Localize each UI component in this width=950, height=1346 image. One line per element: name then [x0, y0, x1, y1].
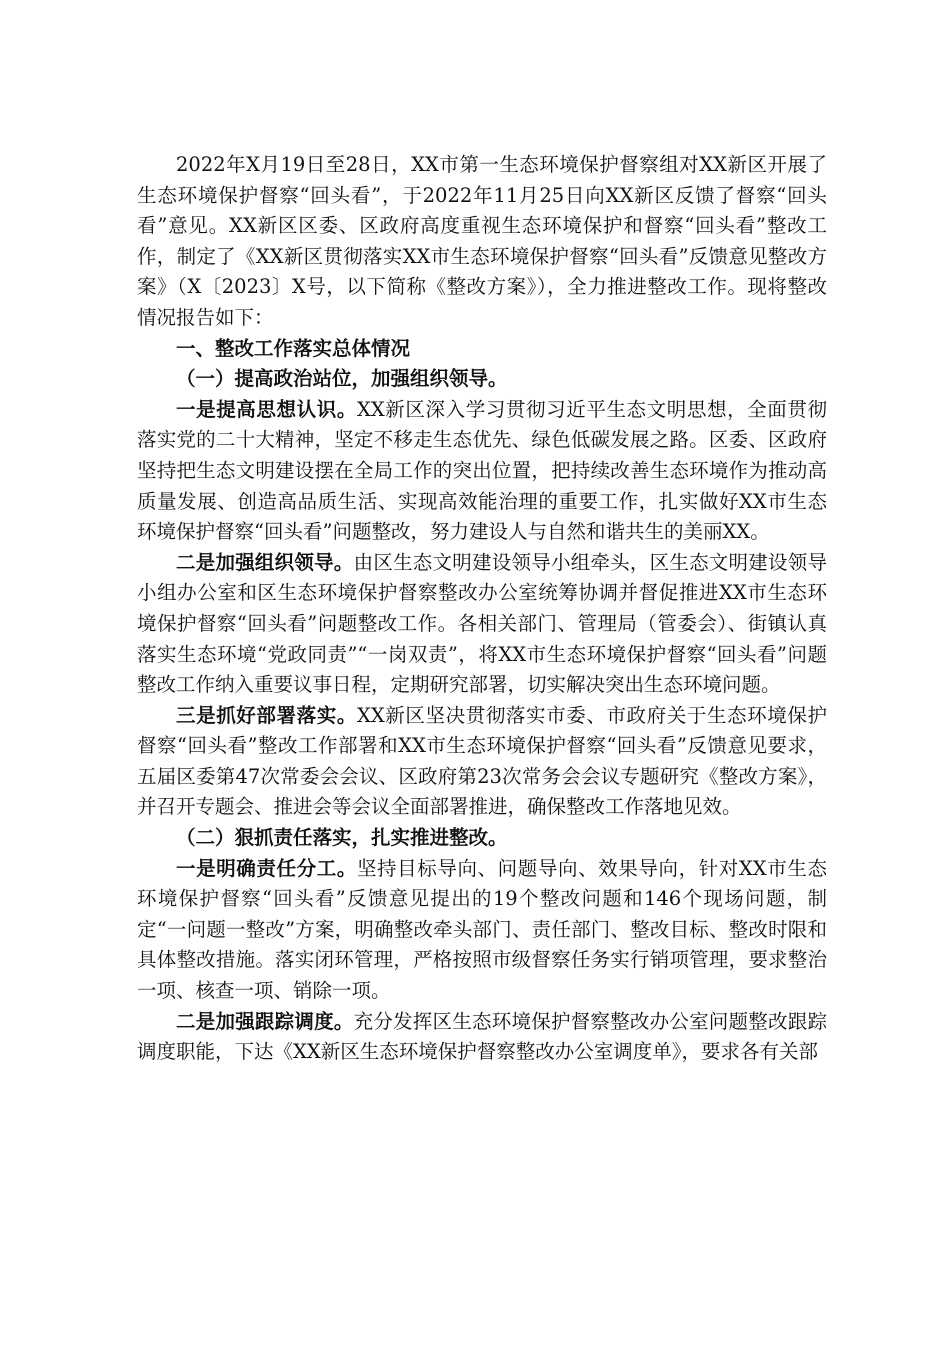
paragraph-4-lead: 一是明确责任分工。 — [176, 856, 357, 880]
paragraph-3-lead: 三是抓好部署落实。 — [176, 703, 357, 727]
paragraph-3 — [137, 701, 827, 823]
paragraph-1 — [137, 395, 827, 548]
paragraph-3-text: XX新区坚决贯彻落实市委、市政府关于生态环境保护督察“回头看”整改工作部署和XX市生态环境保护督察“回头看”反馈意见要求，五届区委第47次常委会会议、区政府第23次常务会会议专题研究《整改方案》，并召开专题会、推进会等会议全面部署推进，确保整改工作落地见效。 — [137, 703, 827, 819]
paragraph-4-text: 坚持目标导向、问题导向、效果导向，针对XX市生态环境保护督察“回头看”反馈意见提出的19个整改问题和146个现场问题，制定“一问题一整改”方案，明确整改牵头部门、责任部门、整改目标、整改时限和具体整改措施。落实闭环管理，严格按照市级督察任务实行销项管理，要求整治一项、核查一项、销除一项。 — [137, 856, 827, 1003]
paragraph-2-lead: 二是加强组织领导。 — [176, 550, 354, 574]
subsection-heading-1: （一）提高政治站位，加强组织领导。 — [176, 367, 508, 391]
subsection-heading-2: （二）狠抓责任落实，扎实推进整改。 — [176, 826, 508, 850]
paragraph-5-lead: 二是加强跟踪调度。 — [176, 1009, 354, 1033]
intro-paragraph: 2022年X月19日至28日，XX市第一生态环境保护督察组对XX新区开展了生态环境保护督察“回头看”，于2022年11月25日向XX新区反馈了督察“回头看”意见。XX新区区委、区政府高度重视生态环境保护和督察“回头看”整改工作，制定了《XX新区贯彻落实XX市生态环境保护督察“回头看”反馈意见整改方案》（X〔2023〕X号，以下简称《整改方案》），全力推进整改工作。现将整改情况报告如下： — [137, 153, 827, 329]
paragraph-1-text: XX新区深入学习贯彻习近平生态文明思想，全面贯彻落实党的二十大精神，坚定不移走生态优先、绿色低碳发展之路。区委、区政府坚持把生态文明建设摆在全局工作的突出位置，把持续改善生态环境作为推动高质量发展、创造高品质生活、实现高效能治理的重要工作，扎实做好XX市生态环境保护督察“回头看”问题整改，努力建设人与自然和谐共生的美丽XX。 — [137, 397, 827, 544]
paragraph-2-text: 由区生态文明建设领导小组牵头，区生态文明建设领导小组办公室和区生态环境保护督察整改办公室统筹协调并督促推进XX市生态环境保护督察“回头看”问题整改工作。各相关部门、管理局（管委会）、街镇认真落实生态环境“党政同责”“一岗双责”，将XX市生态环境保护督察“回头看”问题整改工作纳入重要议事日程，定期研究部署，切实解决突出生态环境问题。 — [137, 550, 827, 697]
paragraph-4 — [137, 854, 827, 1007]
paragraph-2 — [137, 548, 827, 701]
document-body — [137, 150, 827, 1068]
section-heading-1: 一、整改工作落实总体情况 — [176, 336, 411, 360]
paragraph-5-text: 充分发挥区生态环境保护督察整改办公室问题整改跟踪调度职能，下达《XX新区生态环境保护督察整改办公室调度单》，要求各有关部 — [137, 1009, 827, 1064]
paragraph-1-lead: 一是提高思想认识。 — [176, 397, 357, 421]
paragraph-5 — [137, 1007, 827, 1068]
